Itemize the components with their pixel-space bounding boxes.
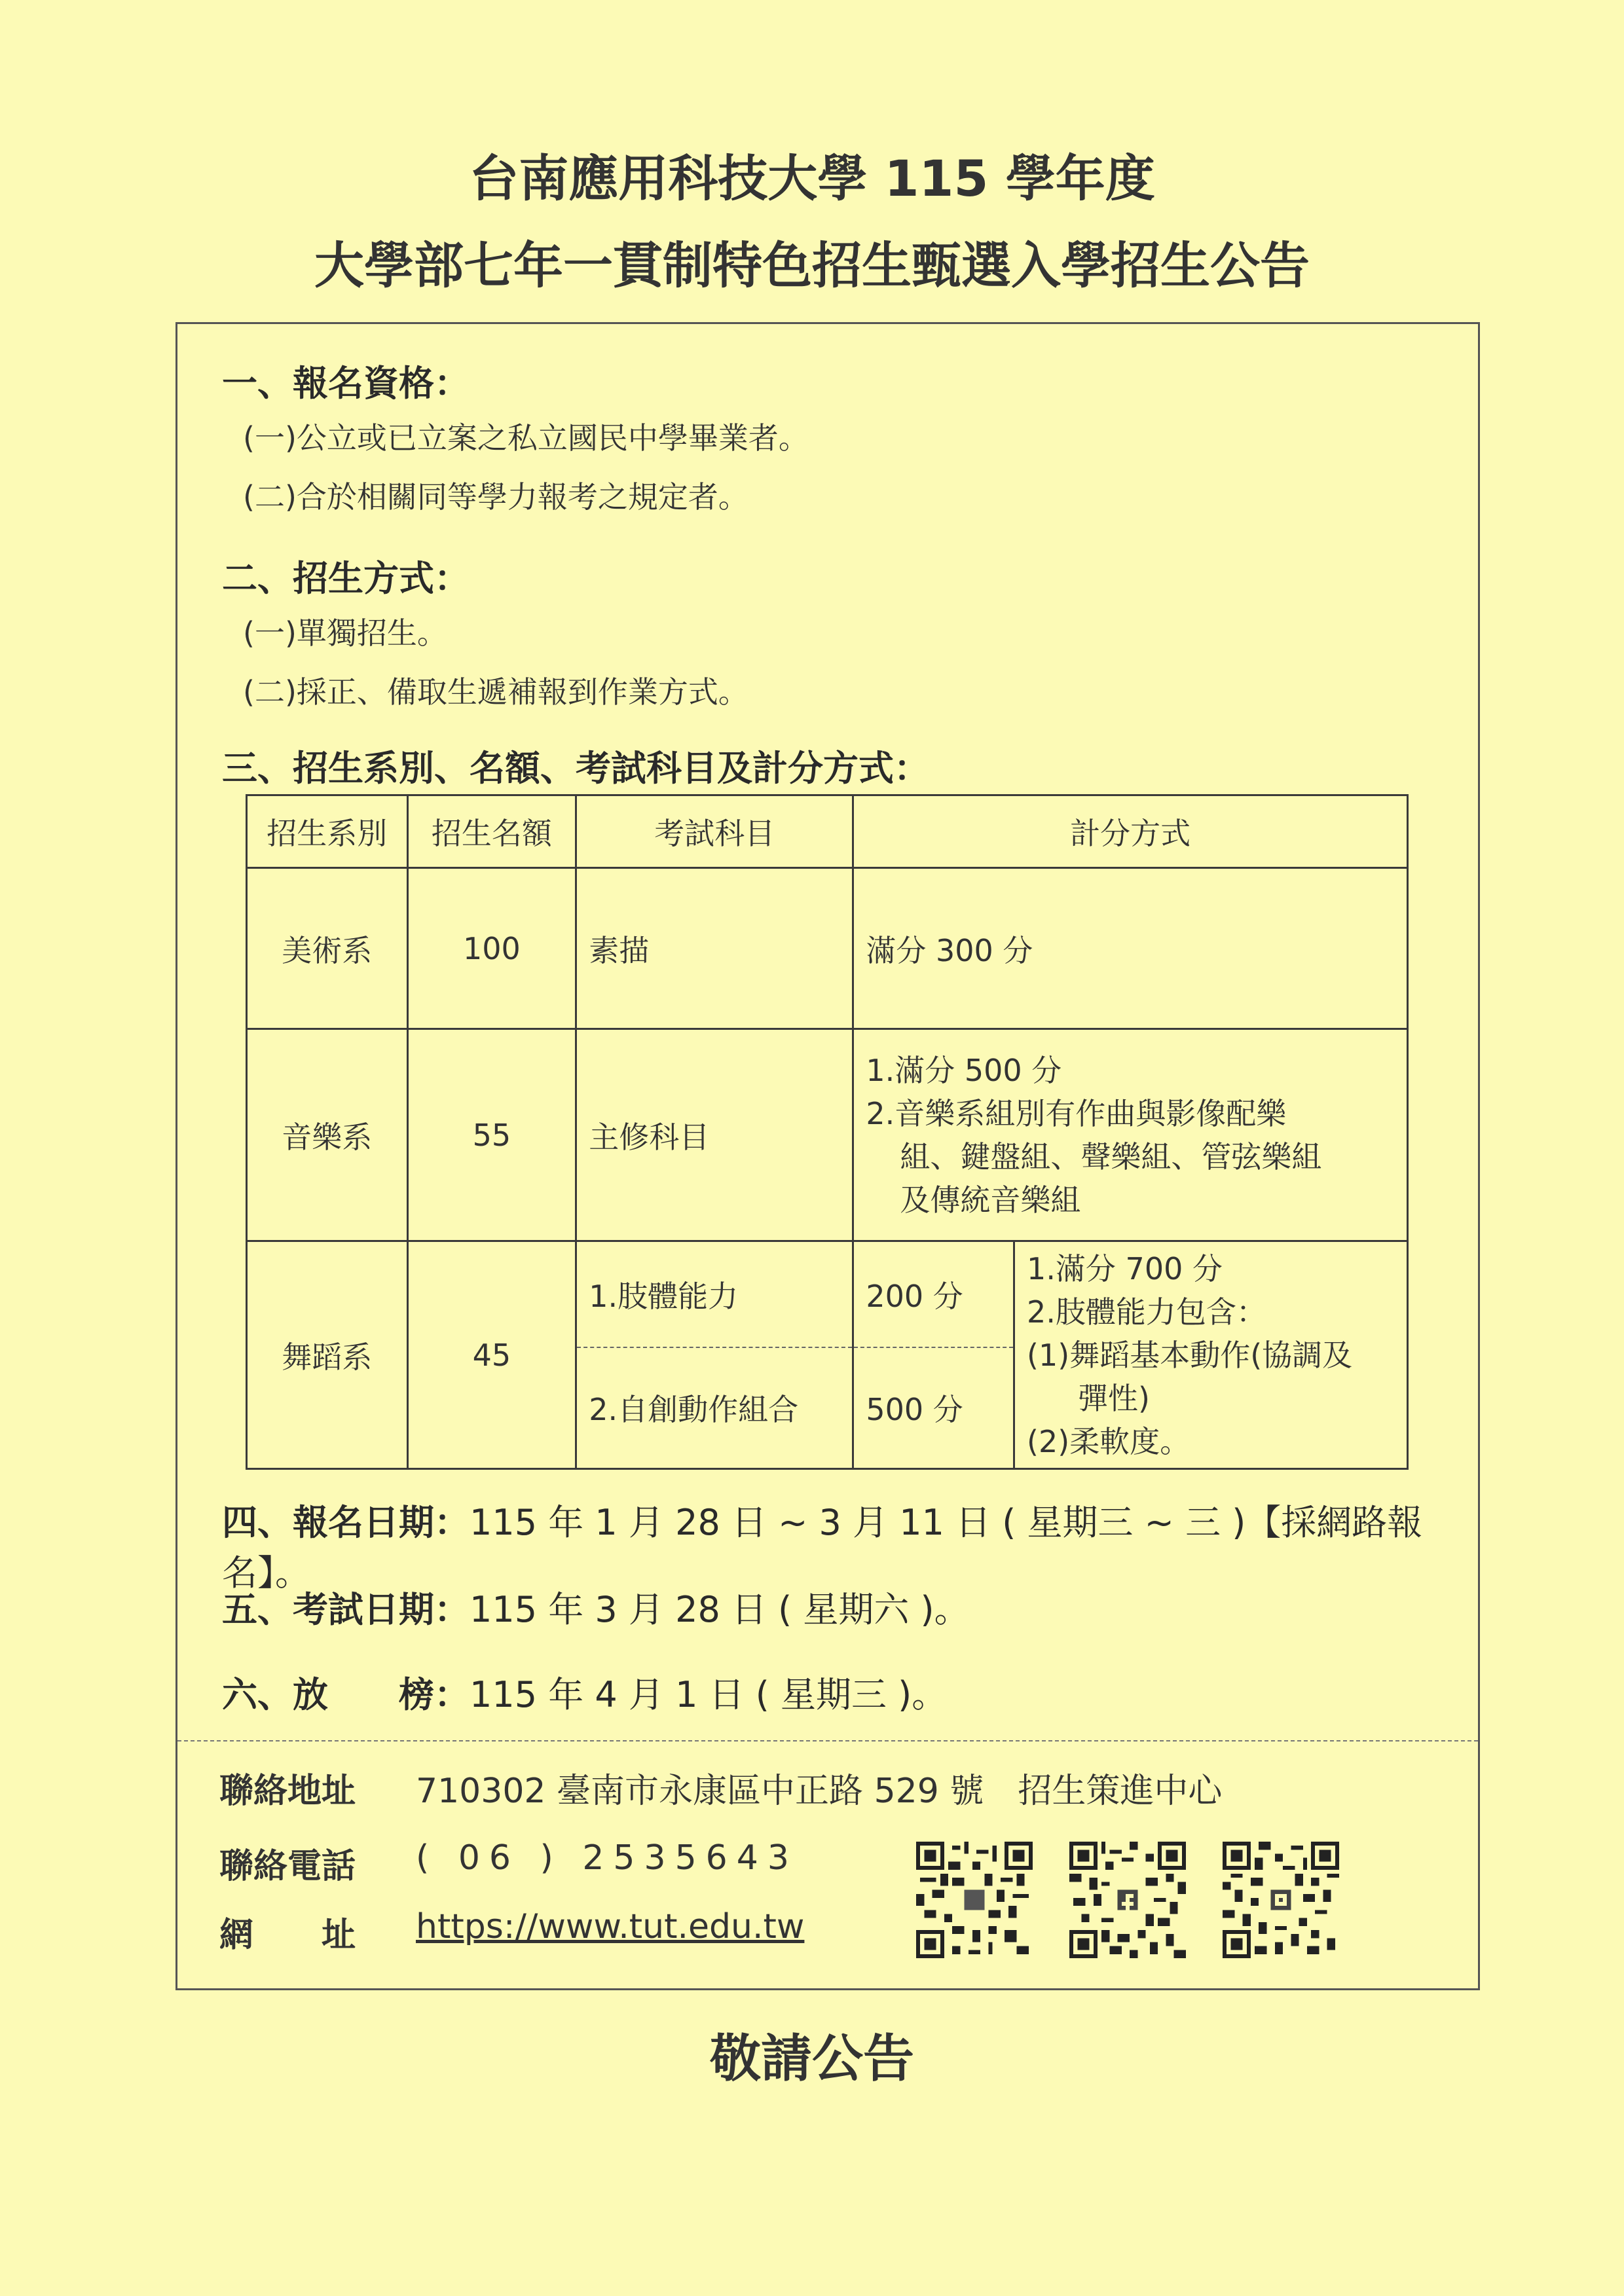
dance-score-2: 500 分 <box>853 1347 1014 1469</box>
header-scoring: 計分方式 <box>853 795 1408 868</box>
table-row-dance-1 <box>247 1241 1408 1347</box>
art-scoring: 滿分 300 分 <box>853 868 1408 1029</box>
admission-table <box>246 794 1409 1470</box>
music-quota: 55 <box>407 1029 576 1241</box>
instagram-qr-icon[interactable] <box>1223 1842 1339 1958</box>
music-subject: 主修科目 <box>576 1029 853 1241</box>
address-label: 聯絡地址 <box>219 1772 356 1811</box>
section-6 <box>222 1667 947 1717</box>
title-line-1: 台南應用科技大學 115 學年度 <box>469 149 1155 208</box>
section-3-heading: 三、招生系別、名額、考試科目及計分方式： <box>222 748 929 789</box>
section-6-value: 115 年 4 月 1 日 ( 星期三 )。 <box>470 1674 948 1715</box>
section-4-value: 115 年 1 月 28 日 ~ 3 月 11 日 ( 星期三 ~ 三 )【採網路報名】。 <box>222 1502 1423 1594</box>
dance-score-1: 200 分 <box>853 1241 1014 1347</box>
phone-value: ( 06 ) 2535643 <box>416 1838 798 1878</box>
facebook-qr-icon[interactable] <box>1069 1842 1186 1958</box>
dance-notes <box>1014 1241 1408 1469</box>
music-dept: 音樂系 <box>247 1029 408 1241</box>
website-link[interactable]: https://www.tut.edu.tw <box>416 1907 805 1946</box>
content-box <box>175 322 1480 1990</box>
section-2-item-2: (二)採正、備取生遞補報到作業方式。 <box>243 674 748 710</box>
instagram-qr-graphic <box>1223 1842 1339 1958</box>
contact-divider <box>177 1740 1478 1741</box>
dance-note-1: 1.滿分 700 分 <box>1027 1250 1223 1286</box>
section-6-heading: 六、放 榜： <box>222 1674 470 1715</box>
music-scoring <box>853 1029 1408 1241</box>
phone-label: 聯絡電話 <box>219 1847 356 1886</box>
dance-dept: 舞蹈系 <box>247 1241 408 1469</box>
dance-subject-1: 1.肢體能力 <box>576 1241 853 1347</box>
art-dept: 美術系 <box>247 868 408 1029</box>
school-qr-icon[interactable] <box>916 1842 1033 1958</box>
music-scoring-line-3: 組、鍵盤組、聲樂組、管弦樂組 <box>900 1139 1322 1175</box>
table-header-row <box>247 795 1408 868</box>
dance-note-2: 2.肢體能力包含： <box>1027 1294 1266 1330</box>
table-row-art <box>247 868 1408 1029</box>
school-qr-graphic <box>916 1842 1033 1958</box>
art-subject: 素描 <box>576 868 853 1029</box>
art-quota: 100 <box>407 868 576 1029</box>
table-row-music <box>247 1029 1408 1241</box>
dance-quota: 45 <box>407 1241 576 1469</box>
dance-note-3: (1)舞蹈基本動作(協調及 <box>1027 1337 1353 1373</box>
section-4 <box>222 1495 1478 1595</box>
section-2-item-1: (一)單獨招生。 <box>243 615 447 651</box>
dance-subject-2: 2.自創動作組合 <box>576 1347 853 1469</box>
music-scoring-line-2: 2.音樂系組別有作曲與影像配樂 <box>866 1095 1287 1131</box>
section-5-value: 115 年 3 月 28 日 ( 星期六 )。 <box>470 1589 970 1630</box>
header-subject: 考試科目 <box>576 795 853 868</box>
facebook-qr-graphic <box>1069 1842 1186 1958</box>
web-label: 網 址 <box>219 1916 356 1955</box>
footer-notice: 敬請公告 <box>709 2030 914 2088</box>
title-line-2: 大學部七年一貫制特色招生甄選入學招生公告 <box>314 236 1310 295</box>
dance-note-5: (2)柔軟度。 <box>1027 1423 1190 1459</box>
section-1-item-2: (二)合於相關同等學力報考之規定者。 <box>243 479 748 515</box>
dance-note-4: 彈性) <box>1078 1380 1150 1416</box>
header-dept: 招生系別 <box>247 795 408 868</box>
music-scoring-line-1: 1.滿分 500 分 <box>866 1052 1062 1088</box>
section-2-heading: 二、招生方式： <box>222 558 470 599</box>
music-scoring-line-4: 及傳統音樂組 <box>900 1182 1081 1218</box>
section-5-heading: 五、考試日期： <box>222 1589 470 1630</box>
header-quota: 招生名額 <box>407 795 576 868</box>
section-1-heading: 一、報名資格： <box>222 363 470 404</box>
address-value: 710302 臺南市永康區中正路 529 號 招生策進中心 <box>416 1772 1223 1811</box>
section-4-heading: 四、報名日期： <box>222 1502 470 1543</box>
section-5 <box>222 1582 970 1632</box>
section-1-item-1: (一)公立或已立案之私立國民中學畢業者。 <box>243 420 809 456</box>
